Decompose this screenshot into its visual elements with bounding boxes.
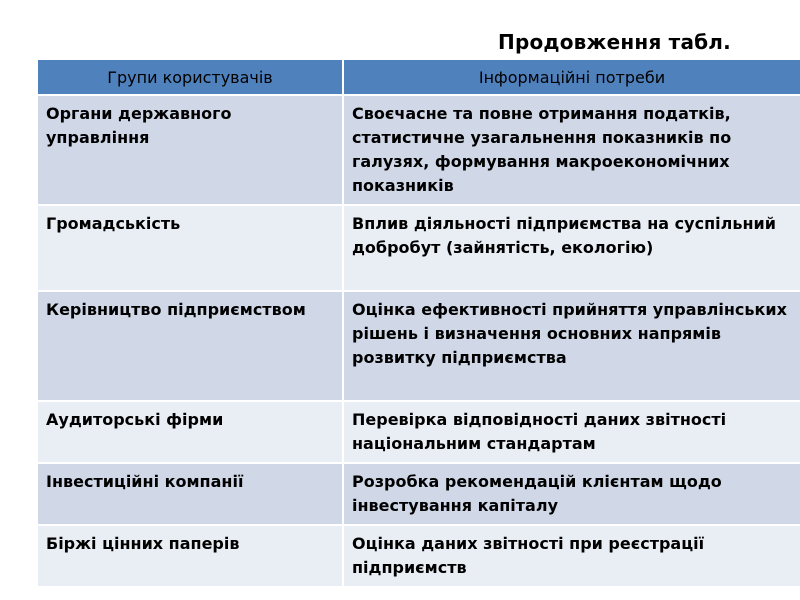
table-row (38, 95, 800, 205)
table-row (38, 463, 800, 525)
information-needs-cell: Перевірка відповідності даних звітності національним стандартам (343, 401, 800, 463)
user-group-cell: Органи державного управління (38, 95, 343, 205)
information-needs-cell: Розробка рекомендацій клієнтам щодо інвестування капіталу (343, 463, 800, 525)
information-needs-cell: Своєчасне та повне отримання податків, статистичне узагальнення показників по галузях, формування макроекономічних показників (343, 95, 800, 205)
table-row (38, 205, 800, 291)
table-row (38, 291, 800, 401)
information-needs-cell: Вплив діяльності підприємства на суспільний добробут (зайнятість, екологію) (343, 205, 800, 291)
user-info-needs-table (38, 60, 800, 586)
user-group-cell: Громадськість (38, 205, 343, 291)
user-group-cell: Біржі цінних паперів (38, 525, 343, 586)
header-user-groups: Групи користувачів (38, 60, 343, 95)
information-needs-cell: Оцінка ефективності прийняття управлінських рішень і визначення основних напрямів розвитку підприємства (343, 291, 800, 401)
header-information-needs: Інформаційні потреби (343, 60, 800, 95)
table-row (38, 525, 800, 586)
information-needs-cell: Оцінка даних звітності при реєстрації підприємств (343, 525, 800, 586)
user-group-cell: Аудиторські фірми (38, 401, 343, 463)
table-row (38, 401, 800, 463)
user-group-cell: Інвестиційні компанії (38, 463, 343, 525)
user-group-cell: Керівництво підприємством (38, 291, 343, 401)
table-caption: Продовження табл. (498, 30, 731, 54)
table-header-row (38, 60, 800, 95)
